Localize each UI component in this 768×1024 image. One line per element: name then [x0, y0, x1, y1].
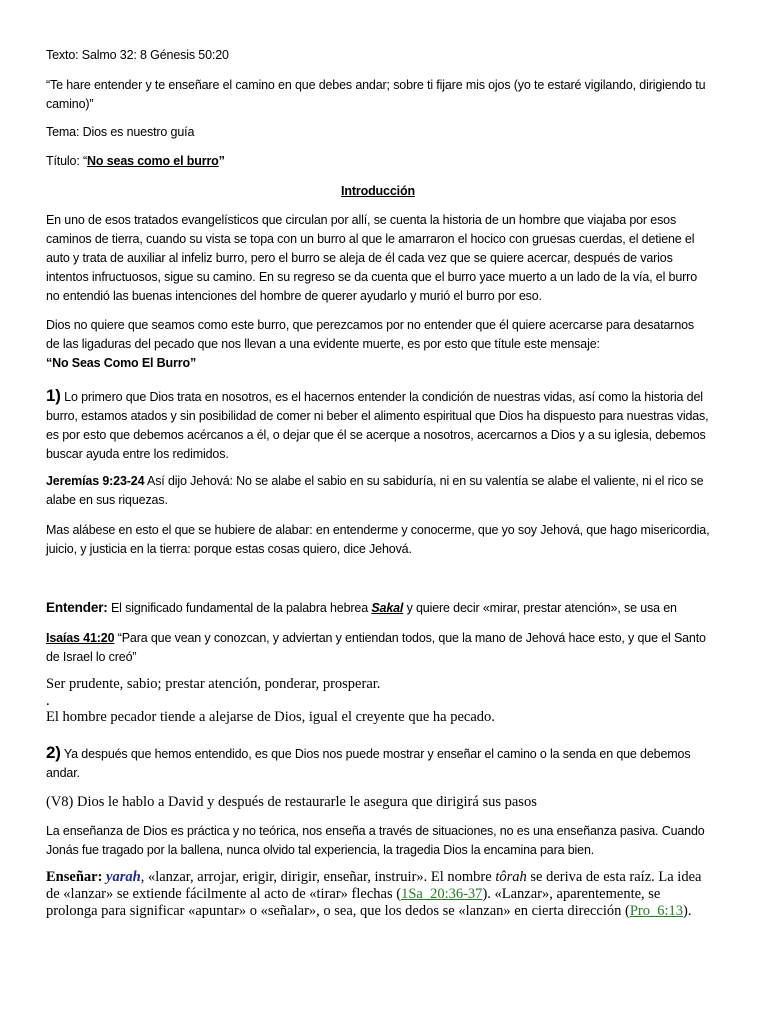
- quote-paragraph: “Te hare entender y te enseñare el camino en que debes andar; sobre ti fijare mis ojos (yo te estaré vigilando, dirigiendo tu camino)”: [46, 78, 706, 111]
- titulo-label: Título: “: [46, 154, 88, 168]
- ensenar-text-3: ). «Lanzar», aparentemente, se prolonga para significar «apuntar» o «señalar», o sea, que los dedos se «lanzan» en cierta dirección (: [46, 886, 661, 919]
- entender-word: Sakal: [371, 601, 404, 615]
- titulo-value: No seas como el burro: [87, 154, 219, 168]
- point-1-text: Lo primero que Dios trata en nosotros, es el hacernos entender la condición de nuestras vidas, así como la historia del burro, estamos atados y sin posibilidad de comer ni beber el alimento espiritual que Dios ha dispuesto para nuestras vidas, es por esto que debemos acércanos a él, o dejar que él se acerque a nosotros, acercarnos a Dios y a su iglesia, debemos buscar ayuda entre los redimidos.: [46, 390, 709, 461]
- ensenar-label: Enseñar:: [46, 869, 103, 885]
- intro-paragraph-1: En uno de esos tratados evangelísticos que circulan por allí, se cuenta la historia de un hombre que viajaba por esos caminos de tierra, cuando su vista se topa con un burro al que le amarraron el hocico con gruesas cuerdas, el detiene el auto y trata de auxiliar al infeliz burro, pero el burro se aleja de él cada vez que se quiere acercar, después de varios intentos infructuosos, sigue su camino. En su regreso se da cuenta que el burro yace muerto a un lado de la vía, el burro no entendió las buenas intenciones del hombre de querer ayudarlo y murió el burro por eso.: [46, 213, 697, 303]
- entender-label: Entender:: [46, 600, 108, 615]
- intro-paragraph-2-text: Dios no quiere que seamos como este burro, que perezcamos por no entender que él quiere acercarse para desatarnos de las ligaduras del pecado que nos llevan a una evidente muerte, es por esto que títule este mensaje:: [46, 318, 695, 351]
- point-2-paragraph: [46, 743, 710, 783]
- ser-prudente-line: Ser prudente, sabio; prestar atención, ponderar, prosperar.: [46, 676, 381, 692]
- point-1-number: 1): [46, 386, 61, 405]
- titulo-line: [46, 152, 710, 171]
- point-2-number: 2): [46, 743, 61, 762]
- v8-line: (V8) Dios le hablo a David y después de restaurarle le asegura que dirigirá sus pasos: [46, 794, 537, 810]
- isaias-text: “Para que vean y conozcan, y adviertan y entiendan todos, que la mano de Jehová hace esto, y que el Santo de Israel lo creó”: [46, 631, 706, 664]
- jeremias-text: Así dijo Jehová: No se alabe el sabio en su sabiduría, ni en su valentía se alabe el valiente, ni el rico se alabe en sus riquezas.: [46, 474, 704, 507]
- jeremias-paragraph-2: Mas alábese en esto el que se hubiere de alabar: en entenderme y conocerme, que yo soy Jehová, que hago misericordia, juicio, y justicia en la tierra: porque estas cosas quiero, dice Jehová.: [46, 523, 710, 556]
- intro-paragraph-2-bold: “No Seas Como El Burro”: [46, 356, 197, 370]
- hombre-pecador-line: El hombre pecador tiende a alejarse de Dios, igual el creyente que ha pecado.: [46, 709, 495, 725]
- jeremias-ref: Jeremías 9:23-24: [46, 474, 145, 488]
- texto-line: Texto: Salmo 32: 8 Génesis 50:20: [46, 48, 229, 62]
- ensenar-text-4: ).: [682, 903, 692, 919]
- ensenar-torah: tôrah: [495, 869, 527, 885]
- jeremias-paragraph: [46, 472, 710, 510]
- isaias-ref: Isaías 41:20: [46, 631, 115, 645]
- titulo-end: ”: [218, 154, 225, 168]
- point-1-paragraph: [46, 386, 710, 464]
- intro-paragraph-2: [46, 316, 710, 373]
- ensenar-text-2: se deriva de esta raíz. La idea de «lanzar» se extiende fácilmente al acto de «tirar» flechas (: [46, 869, 702, 902]
- entender-paragraph: [46, 598, 710, 618]
- ensenar-text-1: , «lanzar, arrojar, erigir, dirigir, enseñar, instruir». El nombre: [140, 869, 496, 885]
- entender-text-1: El significado fundamental de la palabra hebrea: [107, 601, 372, 615]
- dot-line: .: [46, 693, 50, 709]
- intro-heading: Introducción: [341, 184, 415, 198]
- ensenanza-paragraph: La enseñanza de Dios es práctica y no teórica, nos enseña a través de situaciones, no es una enseñanza pasiva. Cuando Jonás fue tragado por la ballena, nunca olvido tal experiencia, la tragedia Dios la encamina para bien.: [46, 824, 705, 857]
- entender-text-2: y quiere decir «mirar, prestar atención», se usa en: [403, 601, 677, 615]
- isaias-paragraph: [46, 629, 710, 667]
- ensenar-word: yarah: [106, 869, 141, 885]
- ensenar-paragraph: [46, 869, 710, 920]
- tema-line: Tema: Dios es nuestro guía: [46, 125, 195, 139]
- ref-link-proverbios[interactable]: Pro_6:13: [629, 903, 683, 919]
- ref-link-1samuel[interactable]: 1Sa_20:36-37: [401, 886, 483, 902]
- point-2-text: Ya después que hemos entendido, es que Dios nos puede mostrar y enseñar el camino o la senda en que debemos andar.: [46, 747, 691, 780]
